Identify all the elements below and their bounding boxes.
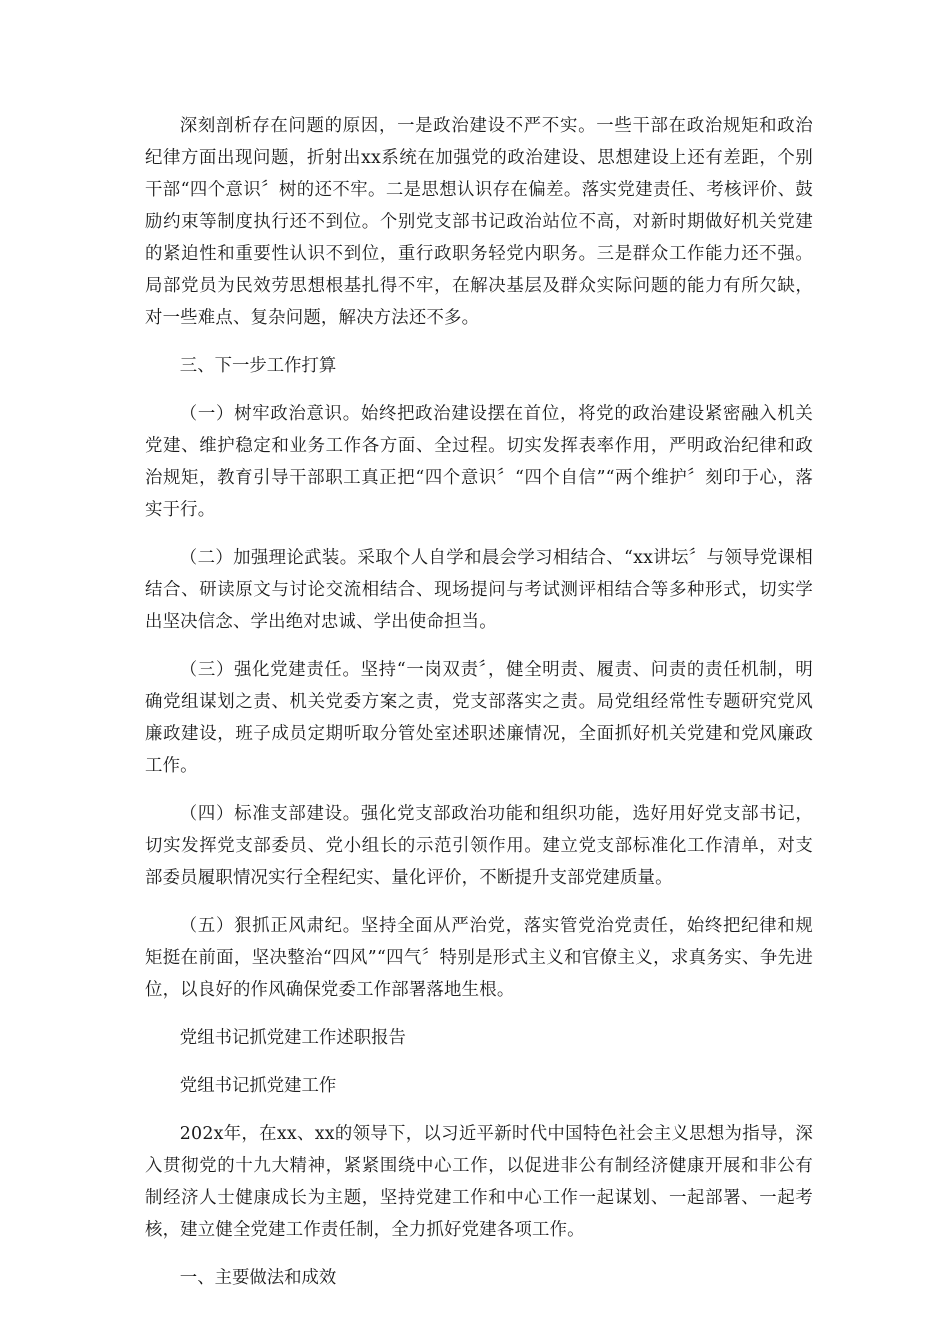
paragraph-intro: 202x年，在xx、xx的领导下，以习近平新时代中国特色社会主义思想为指导，深入贯彻党的十九大精神，紧紧围绕中心工作，以促进非公有制经济健康开展和非公有制经济人士健康成长为主题，坚持党建工作和中心工作一起谋划、一起部署、一起考核，建立健全党建工作责任制，全力抓好党建各项工作。 — [145, 1124, 813, 1240]
section-heading-next-steps: 三、下一步工作打算 — [179, 356, 337, 376]
paragraph-plan-item-4: （四）标准支部建设。强化党支部政治功能和组织功能，选好用好党支部书记，切实发挥党支部委员、党小组长的示范引领作用。建立党支部标准化工作清单，对支部委员履职情况实行全程纪实、量化评价，不断提升支部党建质量。 — [145, 804, 813, 888]
paragraph-plan-item-1: （一）树牢政治意识。始终把政治建设摆在首位，将党的政治建设紧密融入机关党建、维护稳定和业务工作各方面、全过程。切实发挥表率作用，严明政治纪律和政治规矩，教育引导干部职工真正把“四个意识〞“四个自信”“两个维护〞刻印于心，落实于行。 — [145, 404, 813, 520]
paragraph-problem-causes: 深刻剖析存在问题的原因，一是政治建设不严不实。一些干部在政治规矩和政治纪律方面出现问题，折射出xx系统在加强党的政治建设、思想建设上还有差距，个别干部“四个意识〞树的还不牢。二是思想认识存在偏差。落实党建责任、考核评价、鼓励约束等制度执行还不到位。个别党支部书记政治站位不高，对新时期做好机关党建的紧迫性和重要性认识不到位，重行政职务轻党内职务。三是群众工作能力还不强。局部党员为民效劳思想根基扎得不牢，在解决基层及群众实际问题的能力有所欠缺，对一些难点、复杂问题，解决方法还不多。 — [145, 116, 813, 328]
paragraph-plan-item-2: （二）加强理论武装。采取个人自学和晨会学习相结合、“xx讲坛〞与领导党课相结合、研读原文与讨论交流相结合、现场提问与考试测评相结合等多种形式，切实学出坚决信念、学出绝对忠诚、学出使命担当。 — [145, 548, 813, 632]
report-subtitle: 党组书记抓党建工作 — [179, 1076, 337, 1096]
section-heading-main-practices: 一、主要做法和成效 — [179, 1268, 337, 1288]
paragraph-plan-item-5: （五）狠抓正风肃纪。坚持全面从严治党，落实管党治党责任，始终把纪律和规矩挺在前面，坚决整治“四风”“四气〞特别是形式主义和官僚主义，求真务实、争先进位，以良好的作风确保党委工作部署落地生根。 — [145, 916, 813, 1000]
document-body — [145, 110, 813, 1310]
paragraph-plan-item-3: （三）强化党建责任。坚持“一岗双责〞，健全明责、履责、问责的责任机制，明确党组谋划之责、机关党委方案之责，党支部落实之责。局党组经常性专题研究党风廉政建设，班子成员定期听取分管处室述职述廉情况，全面抓好机关党建和党风廉政工作。 — [145, 660, 813, 776]
report-title: 党组书记抓党建工作述职报告 — [179, 1028, 406, 1048]
